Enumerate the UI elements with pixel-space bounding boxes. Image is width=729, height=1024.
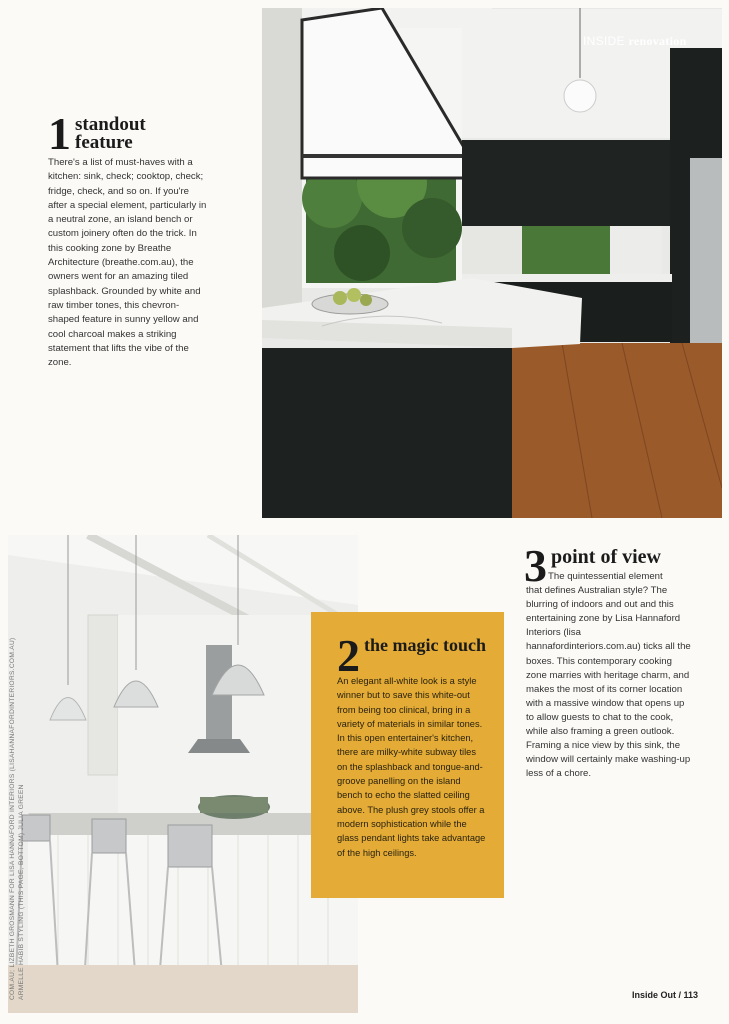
feature-1-body: There's a list of must-haves with a kitchen: sink, check; cooktop, check; fridge, check, and so on. If you're after a special element, particularly in a neutral zone, an island bench or custom joinery often do the trick. In this cooking zone by Breathe Architecture (breathe.com.au), the owners went for an amazing tiled splashback. Grounded by white and raw timber tones, this chevron-shaped feature in sunny yellow and cool charcoal makes a striking statement that lifts the vibe of the zone. [48,157,207,369]
section-tag [583,34,687,49]
white-kitchen-photo [8,535,358,1013]
page-folio: Inside Out / 113 [632,990,699,1000]
feature-3-lead: The quintessential element [548,571,663,582]
feature-1-title: standout feature [75,114,146,153]
feature-2-number: 2 [337,630,360,681]
section-prefix: INSIDE [583,34,625,48]
feature-2-title: the magic touch [364,635,486,655]
feature-2-body: An elegant all-white look is a style winner but to save this white-out from being too clinical, bring in a variety of materials in similar tones. In this open entertainer's kitchen, there are milky-white subway tiles on the splashback and tongue-and-groove panelling on the island bench to echo the slatted ceiling above. The plush grey stools offer a modern sophistication while the glass pendant lights take advantage of the high ceilings. [337,676,486,858]
feature-1-heading [48,108,185,159]
dark-kitchen-photo [262,8,722,518]
feature-1-number: 1 [48,108,71,159]
photo-credits-line-2: ARMELLE HABIB STYLING (THIS PAGE, BOTTOM) JULIA GREEN [18,784,25,1000]
feature-2-heading [337,630,494,681]
photo-credits [8,550,26,1000]
feature-3-title: point of view [551,546,661,568]
section-name: renovation [628,34,687,48]
photo-credits-line-1: COM.AU; LIZBETH GROSMANN FOR LISA HANNAFORD INTERIORS (LISAHANNAFORDINTERIORS.COM.AU) [9,637,16,1000]
feature-3-body-text: that defines Australian style? The blurring of indoors and out and this entertaining zone by Lisa Hannaford Interiors (lisa hannafordinteriors.com.au) ticks all the boxes. This contemporary cooking zone marries with heritage charm, and makes the most of its corner location with a massive window that opens up to allow guests to chat to the cook, while also framing a green outlook. Framing a nice view by this sink, the window will certainly make washing-up less of a chore. [526,585,691,780]
feature-3-body [526,570,691,781]
feature-3-number: 3 [524,540,547,591]
